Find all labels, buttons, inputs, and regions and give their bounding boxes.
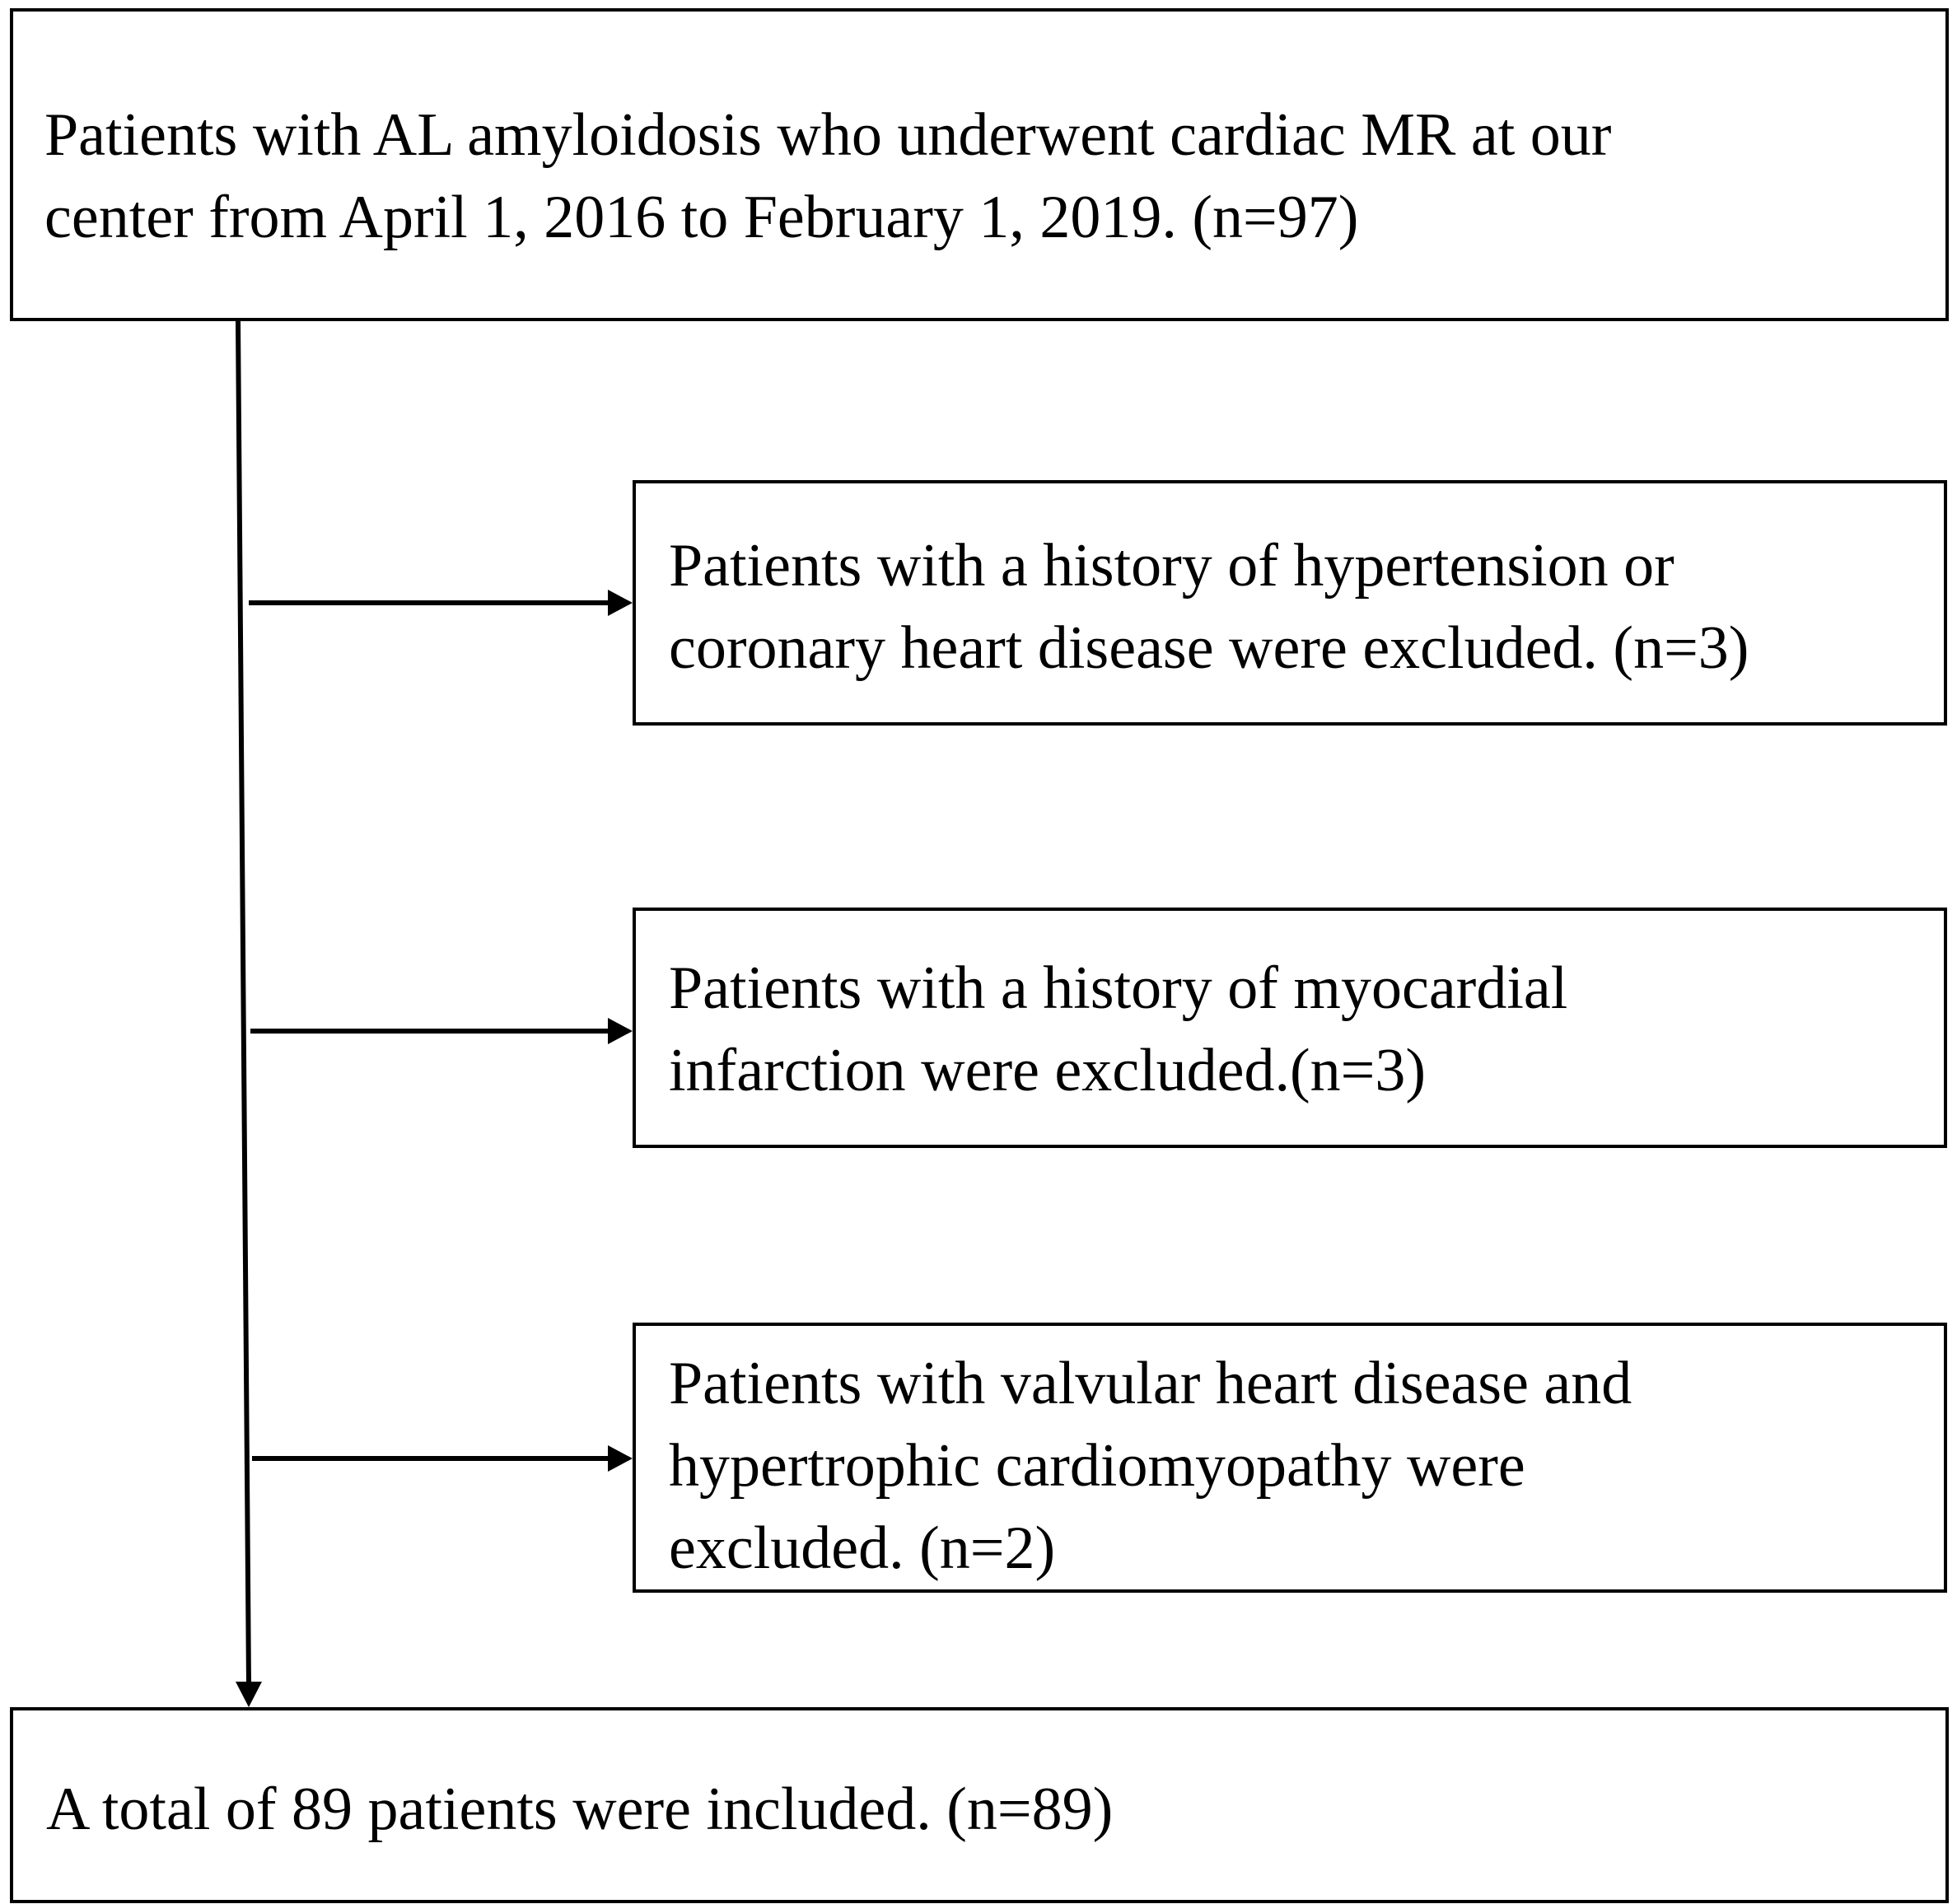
exclusion-box-myocardial-infarction <box>633 908 1947 1148</box>
exclusion-text-hypertension: Patients with a history of hypertension or coronary heart disease were excluded. (n=3) <box>669 532 1749 682</box>
included-text: A total of 89 patients were included. (n=89) <box>46 1776 1114 1843</box>
exclusion-text-myocardial-infarction: Patients with a history of myocardial infarction were excluded.(n=3) <box>669 954 1568 1104</box>
enrollment-box <box>10 8 1949 321</box>
included-box <box>10 1707 1949 1903</box>
down-arrowhead <box>236 1682 262 1707</box>
branch-arrow-2-head <box>608 1018 633 1044</box>
exclusion-box-hypertension <box>633 480 1947 726</box>
main-flow-line <box>238 321 249 1684</box>
branch-arrow-1-head <box>608 590 633 616</box>
branch-arrow-3-head <box>608 1445 633 1472</box>
exclusion-box-valvular-cardiomyopathy <box>633 1323 1947 1593</box>
enrollment-text: Patients with AL amyloidosis who underwent cardiac MR at our center from April 1, 2016 to February 1, 2019. (n=97) <box>44 101 1612 251</box>
exclusion-text-valvular-cardiomyopathy: Patients with valvular heart disease and hypertrophic cardiomyopathy were excluded. (n=2) <box>669 1350 1632 1582</box>
